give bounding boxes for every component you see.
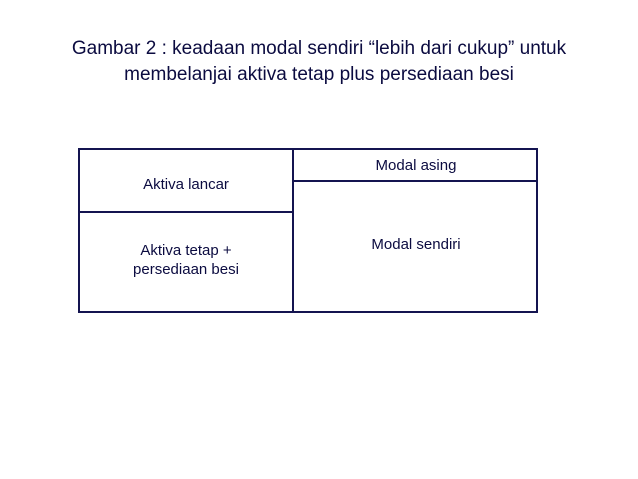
label-aktiva-lancar: Aktiva lancar xyxy=(143,176,229,193)
title-line-1: Gambar 2 : keadaan modal sendiri “lebih dari cukup” untuk xyxy=(71,38,567,59)
cell-modal-asing xyxy=(294,150,538,182)
cell-modal-sendiri xyxy=(294,182,538,311)
label-modal-sendiri: Modal sendiri xyxy=(371,236,461,253)
label-aktiva-tetap-line2: persediaan besi xyxy=(133,261,239,278)
label-aktiva-tetap-line1: Aktiva tetap + xyxy=(140,242,232,259)
cell-aktiva-lancar xyxy=(80,150,292,213)
title-line-2: membelanjai aktiva tetap plus persediaan besi xyxy=(124,64,514,85)
label-modal-asing: Modal asing xyxy=(375,156,457,174)
liabilities-column xyxy=(294,150,538,311)
cell-aktiva-tetap xyxy=(80,213,292,311)
balance-sheet-diagram xyxy=(78,148,538,313)
slide-title xyxy=(20,36,618,88)
assets-column xyxy=(80,150,294,311)
